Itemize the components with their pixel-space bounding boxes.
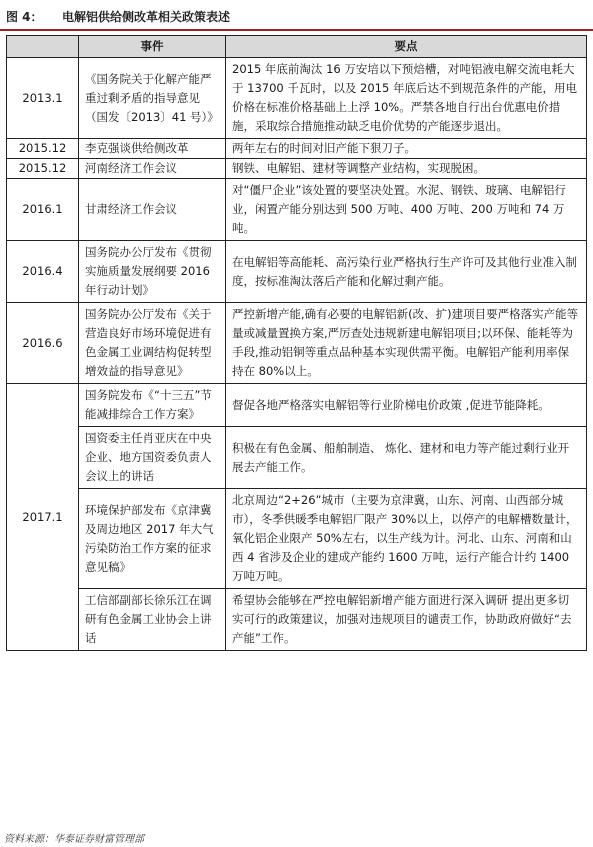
row-date: 2016.1: [7, 179, 79, 241]
table-row: [7, 384, 587, 427]
row-date: 2015.12: [7, 139, 79, 159]
table-row: [7, 139, 587, 159]
table-row: [7, 241, 587, 303]
row-event: 工信部副部长徐乐江在调研有色金属工业协会上讲话: [79, 589, 226, 651]
row-date: 2017.1: [7, 384, 79, 651]
header-date: [7, 36, 79, 58]
figure-title: 电解铝供给侧改革相关政策表述: [62, 10, 231, 24]
row-point: 对“僵尸企业”该处置的要坚决处置。水泥、钢铁、玻璃、电解铝行业，闲置产能分别达到 500 万吨、400 万吨、200 万吨和 74 万吨。: [226, 179, 587, 241]
source-note: 资料来源：华泰证券财富管理部: [4, 834, 144, 845]
row-point: 北京周边“2+26”城市（主要为京津冀，山东、河南、山西部分城市），冬季供暖季电解铝厂限产 30%以上，以停产的电解槽数量计，氧化铝企业限产 50%左右，以生产线为计。河北、山东、河南和山西 4 省涉及企业的建成产能约 1600 万吨，运行产能合计约 1400 万吨万吨。: [226, 489, 587, 589]
row-point: 督促各地严格落实电解铝等行业阶梯电价政策 ,促进节能降耗。: [226, 384, 587, 427]
row-point: 积极在有色金属、船舶制造、 炼化、建材和电力等产能过剩行业开展去产能工作。: [226, 427, 587, 489]
figure-label: 图 4：: [6, 10, 43, 24]
row-event: 国务院办公厅发布《贯彻实施质量发展纲要 2016 年行动计划》: [79, 241, 226, 303]
row-event: 环境保护部发布《京津冀及周边地区 2017 年大气污染防治工作方案的征求意见稿》: [79, 489, 226, 589]
table-header-row: [7, 36, 587, 58]
row-event: 甘肃经济工作会议: [79, 179, 226, 241]
row-point: 两年左右的时间对旧产能下狠刀子。: [226, 139, 587, 159]
row-event: 国资委主任肖亚庆在中央企业、地方国资委负责人会议上的讲话: [79, 427, 226, 489]
row-event: 河南经济工作会议: [79, 159, 226, 179]
policy-table: [6, 35, 587, 651]
header-event: 事件: [79, 36, 226, 58]
table-row: [7, 303, 587, 384]
row-date: 2015.12: [7, 159, 79, 179]
table-row: [7, 58, 587, 139]
row-point: 严控新增产能,确有必要的电解铝新(改、扩)建项目要严格落实产能等量或减量置换方案,严厉查处违规新建电解铝项目;以环保、能耗等为手段,推动铝铜等重点品种基本实现供需平衡。电解铝产能利用率保持在 80%以上。: [226, 303, 587, 384]
row-event: 国务院办公厅发布《关于营造良好市场环境促进有色金属工业调结构促转型增效益的指导意见》: [79, 303, 226, 384]
header-point: 要点: [226, 36, 587, 58]
row-event: 《国务院关于化解产能严重过剩矛盾的指导意见（国发〔2013〕41 号）》: [79, 58, 226, 139]
figure-title-bar: [0, 0, 593, 30]
row-date: 2013.1: [7, 58, 79, 139]
table-row: [7, 179, 587, 241]
table-row: [7, 589, 587, 651]
row-date: 2016.6: [7, 303, 79, 384]
table-row: [7, 159, 587, 179]
row-point: 希望协会能够在严控电解铝新增产能方面进行深入调研 提出更多切实可行的政策建议，加强对违规项目的谴责工作，协助政府做好“去产能”工作。: [226, 589, 587, 651]
table-row: [7, 427, 587, 489]
table-row: [7, 489, 587, 589]
row-event: 李克强谈供给侧改革: [79, 139, 226, 159]
title-divider: [0, 29, 593, 31]
row-point: 2015 年底前淘汰 16 万安培以下预焙槽，对吨铝液电解交流电耗大于 13700 千瓦时，以及 2015 年底后达不到规范条件的产能，用电价格在标准价格基础上上浮 10%。严禁各地自行出台优惠电价措施，采取综合措施推动缺乏电价优势的产能逐步退出。: [226, 58, 587, 139]
row-point: 钢铁、电解铝、建材等调整产业结构，实现脱困。: [226, 159, 587, 179]
row-date: 2016.4: [7, 241, 79, 303]
row-point: 在电解铝等高能耗、高污染行业严格执行生产许可及其他行业准入制度，按标准淘汰落后产能和化解过剩产能。: [226, 241, 587, 303]
row-event: 国务院发布《“十三五”节能减排综合工作方案》: [79, 384, 226, 427]
